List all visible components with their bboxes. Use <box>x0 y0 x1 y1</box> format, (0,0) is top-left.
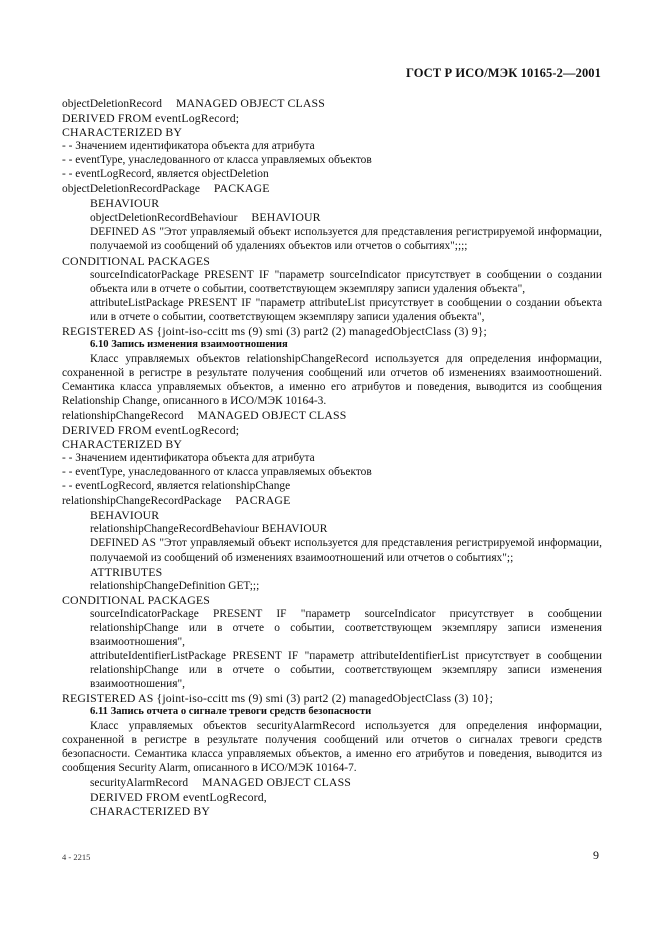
class-keyword: MANAGED OBJECT CLASS <box>202 775 352 790</box>
page-header: ГОСТ Р ИСО/МЭК 10165-2—2001 <box>405 66 601 80</box>
derived-from-line: DERIVED FROM eventLogRecord, <box>90 790 267 805</box>
class-definition-line <box>62 775 602 790</box>
conditional-packages-line: CONDITIONAL PACKAGES <box>62 592 210 607</box>
behaviour-keyword: BEHAVIOUR <box>251 210 321 225</box>
comment-line: - - eventLogRecord, является relationshipChange <box>62 480 291 493</box>
derived-from-line: DERIVED FROM eventLogRecord; <box>62 111 240 126</box>
section-text: Класс управляемых объектов relationshipChangeRecord используется для определения информации, сохраненной в регистре в результате получения сообщений или отчетов об изменениях взаимоотношений. Семантика класса управляемых объектов, а именно его атрибутов и поведения, выводится из сообщения Relationship Change, описанного в ИСО/МЭК 10164-3. <box>62 352 602 407</box>
section-heading-6-10: 6.10 Запись изменения взаимоотношения <box>90 338 288 350</box>
conditional-package-paragraph: attributeListPackage PRESENT IF "параметр attributeList присутствует в сообщении о создании объекта или в отчете о событии, соответствующем экземпляру записи удаления объекта", <box>90 296 602 323</box>
behaviour-line: BEHAVIOUR <box>90 196 160 211</box>
class-keyword: MANAGED OBJECT CLASS <box>175 96 325 110</box>
registered-as-line: REGISTERED AS {joint-iso-ccitt ms (9) smi (3) part2 (2) managedObjectClass (3) 10}; <box>62 690 494 705</box>
attributes-line: ATTRIBUTES <box>90 564 163 579</box>
section-text: Класс управляемых объектов securityAlarmRecord используется для определения информации, сохраненной в регистре в результате получения сообщений или отчетов о сигналах тревоги средств безопасности. Семантика класса управляемых объектов, а именно его атрибутов и поведения, выводится из сообщения Security Alarm, описанного в ИСО/МЭК 10164-7. <box>62 720 602 775</box>
behaviour-name-line <box>62 210 602 225</box>
class-keyword: MANAGED OBJECT CLASS <box>197 408 347 423</box>
footer-code: 4 - 2215 <box>62 852 91 862</box>
document-body <box>62 96 602 818</box>
comment-line: - - eventType, унаследованного от класса управляемых объектов <box>62 466 372 479</box>
page-number: 9 <box>593 848 599 862</box>
class-name: objectDeletionRecord <box>62 98 162 110</box>
package-keyword: PACKAGE <box>213 181 270 196</box>
class-definition-line <box>62 408 602 423</box>
characterized-by-line: CHARACTERIZED BY <box>90 804 211 819</box>
package-line <box>62 181 602 196</box>
class-name: relationshipChangeRecord <box>62 410 184 423</box>
characterized-by-line: CHARACTERIZED BY <box>62 437 183 452</box>
defined-as-paragraph: DEFINED AS "Этот управляемый объект используется для представления регистрируемой информации, получаемой из сообщений об удалениях объектов или отчетов о событиях";;;; <box>90 226 602 253</box>
package-keyword: PACRAGE <box>235 493 291 508</box>
comment-line: - - eventLogRecord, является objectDeletion <box>62 168 269 181</box>
conditional-packages-line: CONDITIONAL PACKAGES <box>62 253 210 268</box>
comment-line: - - Значением идентификатора объекта для атрибута <box>62 452 315 465</box>
conditional-package-paragraph: attributeIdentifierListPackage PRESENT IF "параметр attributeIdentifierList присутствует в сообщении relationshipChange или в отчете о событии, соответствующем экземпляру записи изменения взаимоотношения", <box>90 649 602 690</box>
defined-as-paragraph: DEFINED AS "Этот управляемый объект используется для представления регистрируемой информации, получаемой из сообщений об изменениях взаимоотношений или отчетов о событиях";; <box>90 537 602 564</box>
behaviour-name-line: relationshipChangeRecordBehaviour BEHAVIOUR <box>90 523 328 536</box>
package-line <box>62 493 602 508</box>
characterized-by-line: CHARACTERIZED BY <box>62 125 183 140</box>
section-heading-6-11: 6.11 Запись отчета о сигнале тревоги средств безопасности <box>90 706 372 718</box>
section-paragraph <box>62 719 602 775</box>
registered-as-line: REGISTERED AS {joint-iso-ccitt ms (9) smi (3) part2 (2) managedObjectClass (3) 9}; <box>62 323 487 338</box>
conditional-package-paragraph: sourceIndicatorPackage PRESENT IF "параметр sourceIndicator присутствует в сообщении о создании объекта или в отчете о событии, соответствующем экземпляру записи удаления объекта", <box>90 268 602 295</box>
package-name: relationshipChangeRecordPackage <box>62 495 222 508</box>
package-name: objectDeletionRecordPackage <box>62 183 200 196</box>
conditional-package-paragraph: sourceIndicatorPackage PRESENT IF "параметр sourceIndicator присутствует в сообщении relationshipChange или в отчете о событии, соответствующем экземпляру записи изменения взаимоотношения", <box>90 607 602 648</box>
behaviour-name: objectDeletionRecordBehaviour <box>90 212 238 225</box>
derived-from-line: DERIVED FROM eventLogRecord; <box>62 423 240 438</box>
comment-line: - - Значением идентификатора объекта для атрибута <box>62 140 315 153</box>
comment-line: - - eventType, унаследованного от класса управляемых объектов <box>62 154 372 167</box>
attribute-definition-line: relationshipChangeDefinition GET;;; <box>90 579 260 592</box>
class-name: securityAlarmRecord <box>90 777 189 790</box>
behaviour-line: BEHAVIOUR <box>90 508 160 523</box>
section-paragraph <box>62 352 602 408</box>
class-definition-line <box>62 96 602 111</box>
